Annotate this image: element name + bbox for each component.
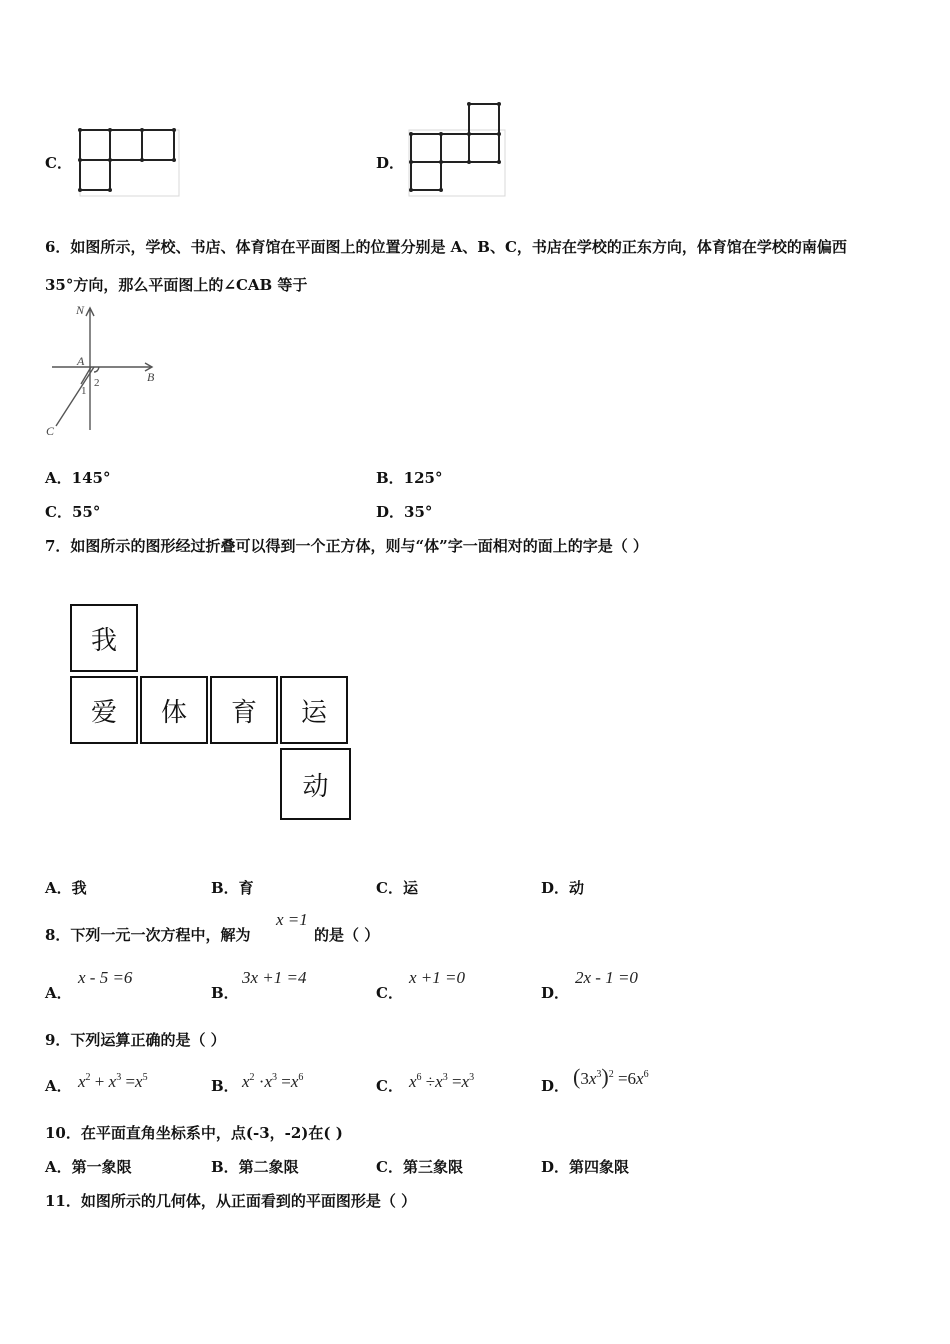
label-angle-1: 1 [81, 385, 87, 397]
q9-option-c-expression: $x^6 \div x^3 =x^3$ [409, 1072, 475, 1091]
q9-option-a-expression: $x^2 + x^3 =x^5$ [78, 1072, 148, 1091]
question-6-line-1: 6．如图所示，学校、书店、体育馆在平面图上的位置分别是 A、B、C，书店在学校的正东方向，体育馆在学校的南偏西 [45, 238, 847, 256]
q10-option-c[interactable]: C．第三象限 [376, 1158, 463, 1176]
option-c-figure [74, 126, 184, 198]
q9-option-d-label[interactable]: D． [541, 1077, 570, 1095]
label-c: C [46, 424, 55, 438]
label-angle-2: 2 [94, 377, 100, 389]
q10-option-b[interactable]: B．第二象限 [211, 1158, 299, 1176]
q9-option-b-expression: $x^2 \cdot x^3 =x^6$ [242, 1072, 304, 1091]
q10-option-d[interactable]: D．第四象限 [541, 1158, 630, 1176]
q7-option-a[interactable]: A．我 [45, 879, 87, 897]
q6-option-a[interactable]: A．145° [45, 469, 111, 487]
q8-option-d-equation: 2x - 1 =0 [575, 968, 638, 987]
label-b: B [147, 370, 155, 384]
q7-option-b[interactable]: B．育 [211, 879, 254, 897]
label-n: N [76, 303, 85, 317]
net-cell-ai: 爱 [70, 676, 138, 744]
q9-option-b-label[interactable]: B． [211, 1077, 239, 1095]
q8-option-a-label[interactable]: A． [45, 984, 72, 1002]
q9-option-c-label[interactable]: C． [376, 1077, 403, 1095]
option-d-label: D． [376, 154, 405, 172]
compass-figure [44, 300, 169, 440]
q9-option-a-label[interactable]: A． [45, 1077, 72, 1095]
question-10-text: 10．在平面直角坐标系中，点(-3，-2)在( ) [45, 1124, 343, 1142]
question-8-text-a: 8．下列一元一次方程中，解为 [45, 926, 251, 944]
q6-option-b[interactable]: B．125° [376, 469, 443, 487]
net-cell-ti: 体 [140, 676, 208, 744]
question-9-text: 9．下列运算正确的是（ ） [45, 1031, 226, 1049]
option-d-figure [405, 100, 510, 198]
q8-option-d-label[interactable]: D． [541, 984, 570, 1002]
q8-option-b-label[interactable]: B． [211, 984, 239, 1002]
question-8-condition: x =1 [276, 910, 308, 929]
net-cell-yun: 运 [280, 676, 348, 744]
q6-option-c[interactable]: C．55° [45, 503, 101, 521]
q10-option-a[interactable]: A．第一象限 [45, 1158, 132, 1176]
net-cell-yu: 育 [210, 676, 278, 744]
q9-option-d-expression: $(3x^3)^2 =6x^6$ [573, 1064, 649, 1089]
q8-option-c-equation: x +1 =0 [409, 968, 465, 987]
q8-option-a-equation: x - 5 =6 [78, 968, 133, 987]
question-7-text: 7．如图所示的图形经过折叠可以得到一个正方体，则与“体”字一面相对的面上的字是（ ） [45, 537, 648, 555]
q8-option-b-equation: 3x +1 =4 [242, 968, 307, 987]
option-c-label: C． [45, 154, 72, 172]
question-6-line-2: 35°方向，那么平面图上的∠CAB 等于 [45, 276, 308, 294]
net-cell-dong: 动 [280, 748, 351, 820]
q8-option-c-label[interactable]: C． [376, 984, 403, 1002]
net-cell-wo: 我 [70, 604, 138, 672]
q6-option-d[interactable]: D．35° [376, 503, 433, 521]
q7-option-c[interactable]: C．运 [376, 879, 418, 897]
q7-option-d[interactable]: D．动 [541, 879, 585, 897]
question-11-text: 11．如图所示的几何体，从正面看到的平面图形是（ ） [45, 1192, 417, 1210]
label-a: A [77, 354, 85, 368]
question-8-text-b: 的是（ ） [314, 926, 380, 944]
